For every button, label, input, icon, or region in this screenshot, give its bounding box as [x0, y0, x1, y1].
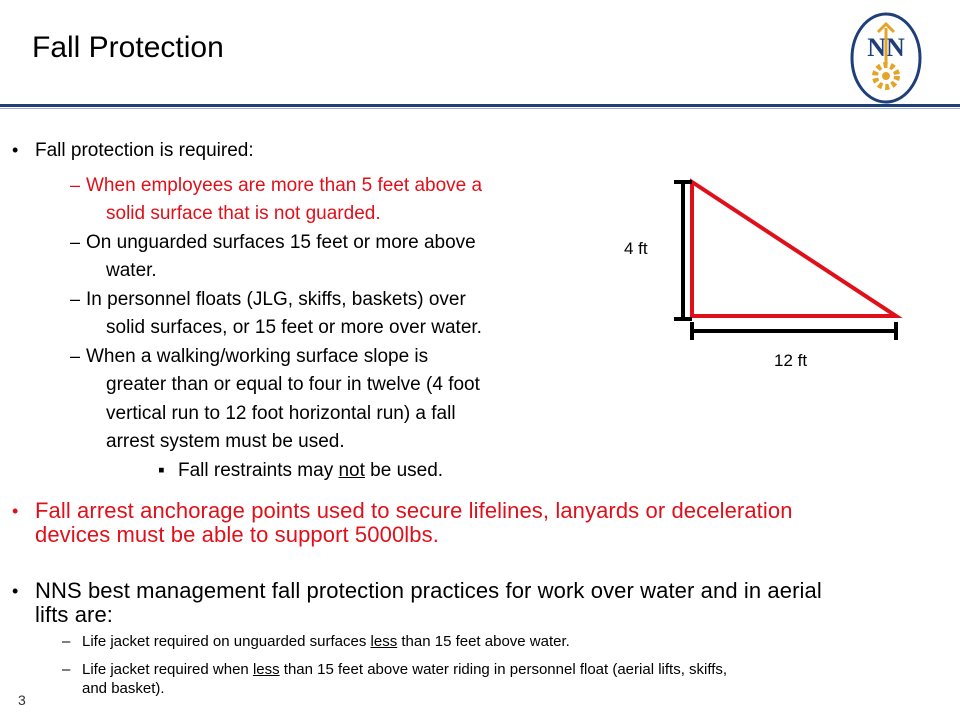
page-number: 3 [18, 692, 26, 708]
item-3-line-2: solid surfaces, or 15 feet or more over water. [106, 317, 482, 338]
bullet-dot: • [12, 581, 19, 601]
bullet-1-label: Fall protection is required: [35, 140, 254, 161]
sub-item-square: ▪ [158, 460, 165, 481]
item-3-line-1: In personnel floats (JLG, skiffs, baskets) over [86, 289, 466, 310]
item-4-line-4: arrest system must be used. [106, 431, 345, 452]
dash-marker: – [62, 633, 71, 650]
item-2-line-1: On unguarded surfaces 15 feet or more above [86, 232, 476, 253]
slide-title: Fall Protection [32, 31, 224, 64]
slope-triangle [692, 182, 896, 316]
practice-1: Life jacket required on unguarded surfaces less than 15 feet above water. [82, 633, 570, 650]
item-4-line-2: greater than or equal to four in twelve (4 foot [106, 374, 480, 395]
dash-marker: – [62, 661, 71, 678]
dash-marker: – [70, 289, 81, 309]
bullet-dot: • [12, 501, 19, 521]
bullet-3-line-1: NNS best management fall protection practices for work over water and in aerial [35, 578, 822, 603]
title-rule [0, 104, 960, 107]
vertical-label: 4 ft [624, 239, 648, 258]
item-1-line-2: solid surface that is not guarded. [106, 203, 381, 224]
sub-item: Fall restraints may not be used. [178, 460, 444, 481]
item-4-line-1: When a walking/working surface slope is [86, 346, 429, 367]
item-4-line-3: vertical run to 12 foot horizontal run) a fall [106, 403, 456, 424]
title-rule-light [0, 108, 960, 109]
practice-2-line-2: and basket). [82, 680, 165, 697]
bullet-2-line-1: Fall arrest anchorage points used to secure lifelines, lanyards or deceleration [35, 498, 793, 523]
dash-marker: – [70, 346, 81, 366]
item-1-line-1: When employees are more than 5 feet above a [86, 175, 483, 196]
dash-marker: – [70, 175, 81, 195]
horizontal-label: 12 ft [774, 351, 808, 370]
practice-2-line-1: Life jacket required when less than 15 feet above water riding in personnel float (aerial lifts, skiffs, [82, 661, 728, 678]
bullet-2-line-2: devices must be able to support 5000lbs. [35, 522, 439, 547]
nns-logo [848, 10, 924, 106]
bullet-3-line-2: lifts are: [35, 602, 114, 627]
slope-diagram [624, 170, 926, 375]
dash-marker: – [70, 232, 81, 252]
logo-letters: NN [867, 33, 905, 62]
bullet-dot: • [12, 140, 19, 160]
item-2-line-2: water. [106, 260, 157, 281]
